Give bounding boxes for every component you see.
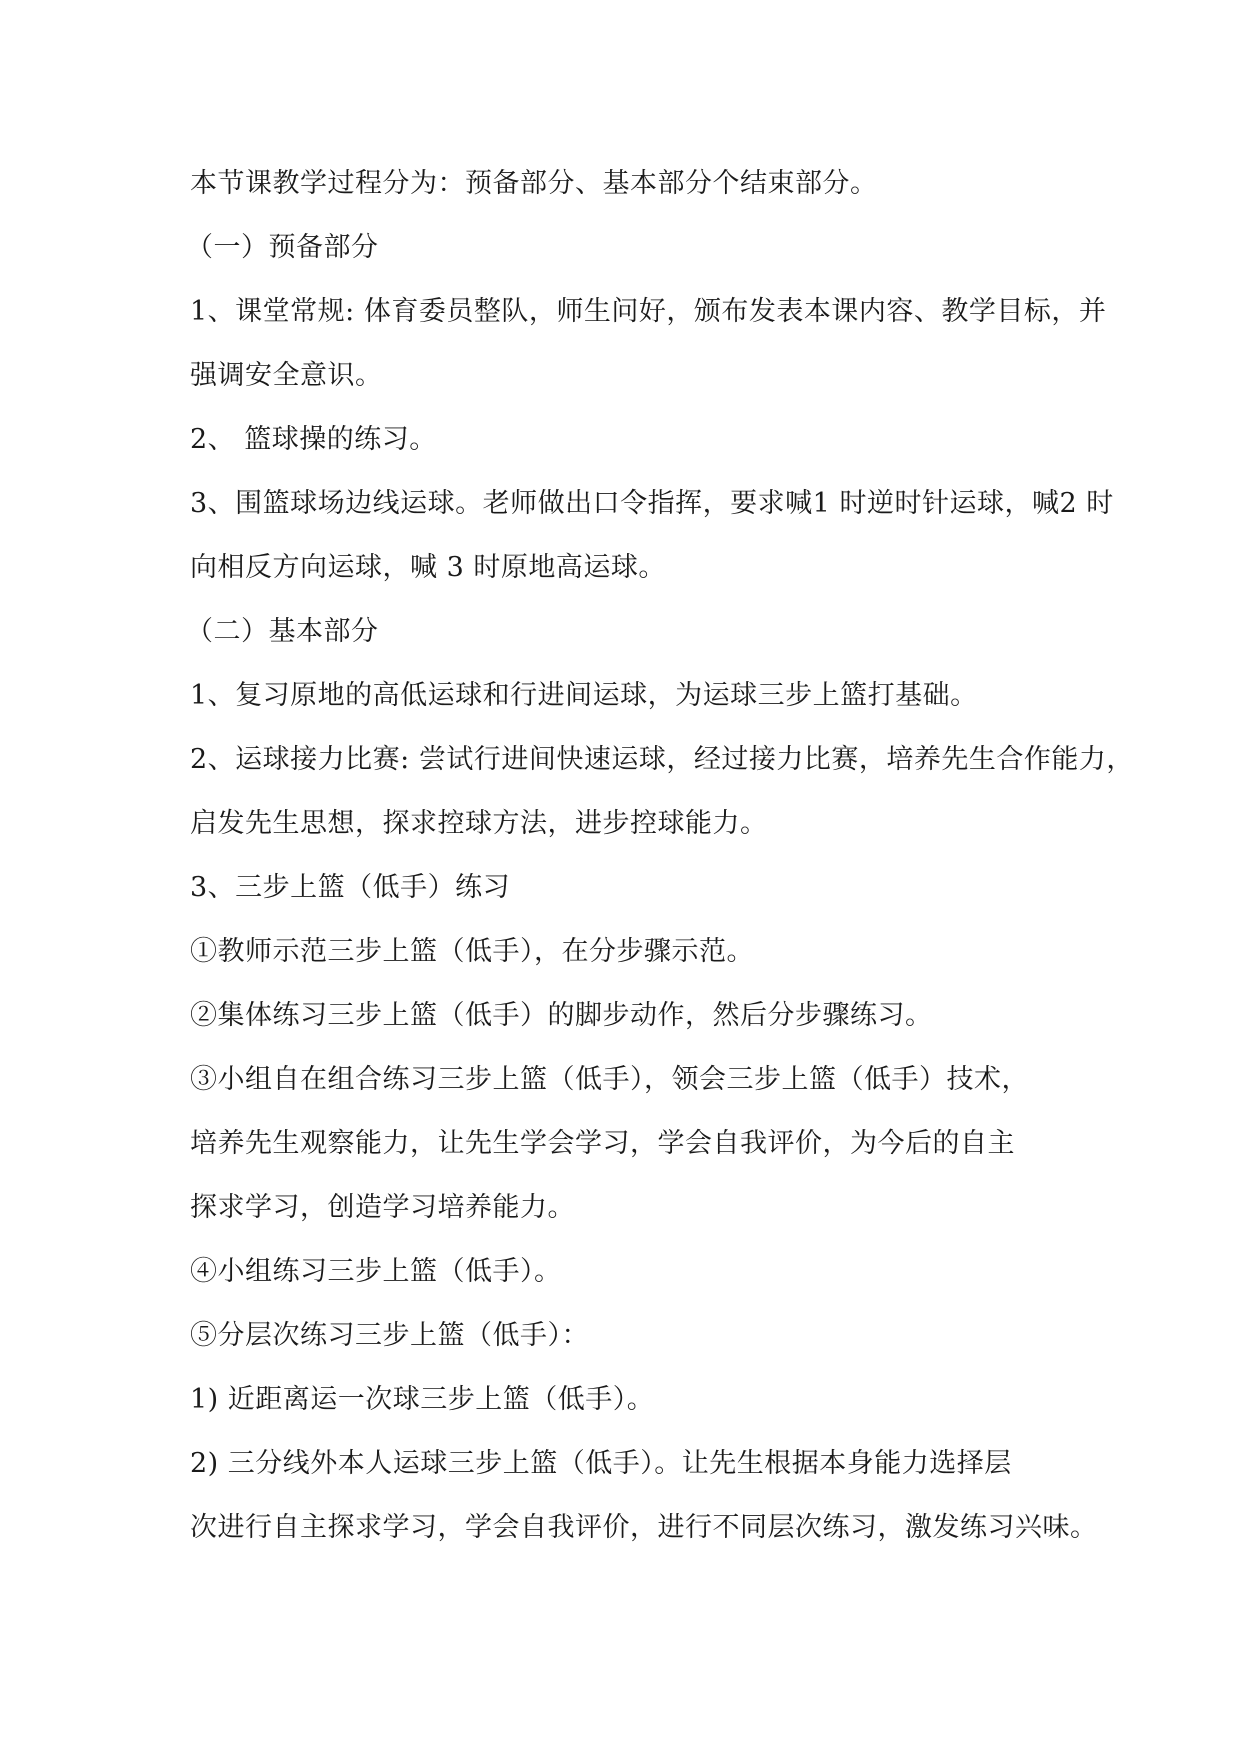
paragraph-basic-3: 3、三步上篮（低手）练习 — [190, 872, 511, 903]
paragraph-item-2: 2、 篮球操的练习。 — [190, 424, 437, 455]
list-item-circled-5: ⑤分层次练习三步上篮（低手）： — [190, 1320, 589, 1351]
list-item-circled-3: ③小组自在组合练习三步上篮（低手），领会三步上篮（低手）技术， — [190, 1064, 1029, 1095]
paragraph-item-3: 3、围篮球场边线运球。老师做出口令指挥，要求喊1 时逆时针运球，喊2 时 — [190, 488, 1114, 519]
paragraph-item-1-cont: 强调安全意识。 — [190, 360, 383, 391]
paragraph-intro: 本节课教学过程分为：预备部分、基本部分个结束部分。 — [190, 168, 878, 199]
paragraph-basic-1: 1、复习原地的高低运球和行进间运球，为运球三步上篮打基础。 — [190, 680, 978, 711]
list-item-circled-2: ②集体练习三步上篮（低手）的脚步动作，然后分步骤练习。 — [190, 1000, 933, 1031]
paragraph-item-1: 1、课堂常规: 体育委员整队，师生问好，颁布发表本课内容、教学目标，并 — [190, 296, 1107, 327]
sub-item-1: 1) 近距离运一次球三步上篮（低手）。 — [190, 1384, 655, 1415]
section-heading-preparation: （一）预备部分 — [186, 232, 379, 263]
list-item-circled-3-cont: 培养先生观察能力，让先生学会学习，学会自我评价，为今后的自主 — [190, 1128, 1015, 1159]
sub-item-2: 2) 三分线外本人运球三步上篮（低手）。让先生根据本身能力选择层 — [190, 1448, 1012, 1479]
section-heading-basic: （二）基本部分 — [186, 616, 379, 647]
list-item-circled-1: ①教师示范三步上篮（低手），在分步骤示范。 — [190, 936, 754, 967]
list-item-circled-4: ④小组练习三步上篮（低手）。 — [190, 1256, 562, 1287]
paragraph-basic-2: 2、运球接力比赛: 尝试行进间快速运球，经过接力比赛，培养先生合作能力， — [190, 744, 1134, 775]
paragraph-basic-2-cont: 启发先生思想，探求控球方法，进步控球能力。 — [190, 808, 768, 839]
list-item-circled-3-cont-2: 探求学习，创造学习培养能力。 — [190, 1192, 575, 1223]
sub-item-2-cont: 次进行自主探求学习，学会自我评价，进行不同层次练习，激发练习兴味。 — [190, 1512, 1098, 1543]
paragraph-item-3-cont: 向相反方向运球，喊 3 时原地高运球。 — [190, 552, 666, 583]
